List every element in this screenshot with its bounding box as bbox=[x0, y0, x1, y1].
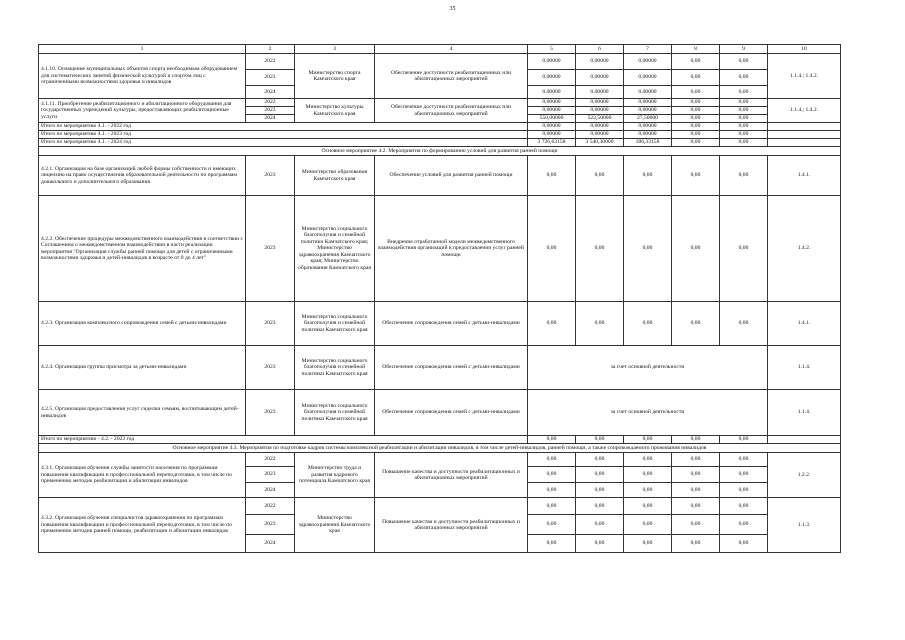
amount-cell: 0,00 bbox=[576, 483, 624, 498]
amount-cell: 0,00 bbox=[528, 196, 576, 302]
indicator-link: 1.1.4.; 1.4.2. bbox=[768, 54, 841, 99]
amount-cell: 0,00 bbox=[672, 54, 720, 70]
amount-cell: 0,00000 bbox=[528, 99, 576, 107]
amount-cell: 0,00000 bbox=[624, 70, 672, 86]
year-cell: 2022 bbox=[246, 99, 295, 107]
amount-cell: 0,00 bbox=[720, 123, 768, 131]
year-cell: 2022 bbox=[246, 54, 295, 70]
activity-title: 4.1.11. Приобретение реабилитационного и абилитационного оборудования для государственных учреждений культуры, предоставляющих реабилитационные услуги bbox=[39, 99, 246, 123]
year-cell: 2024 bbox=[246, 535, 295, 553]
expected-result: Обеспечение условий для развития ранней помощи bbox=[375, 156, 528, 196]
activity-title: 4.2.2. Обеспечение процедуры межведомственного взаимодействия в соответствии с Соглашением о межведомственном взаимодействии в части реализации мероприятия "Организация службы ранней помощи для детей с ограниченными возможностями здоровья и детей-инвалидов в возрасте от 0 до 4 лет" bbox=[39, 196, 246, 302]
column-number: 5 bbox=[528, 45, 576, 54]
section-title: Основное мероприятие 4.3. Мероприятия по подготовке кадров системы комплексной реабилитации и абилитации инвалидов, в том числе детей-инвалидов, ранней помощи, а также сопровождаемого проживания инвалидов bbox=[39, 444, 841, 453]
indicator-link: 1.4.1. bbox=[768, 302, 841, 346]
total-row bbox=[39, 131, 841, 139]
amount-cell: 0,00 bbox=[528, 453, 576, 467]
amount-cell: 0,00 bbox=[624, 156, 672, 196]
amount-cell: 0,00 bbox=[528, 535, 576, 553]
amount-cell: 0,00 bbox=[720, 107, 768, 115]
amount-cell: 0,00 bbox=[528, 156, 576, 196]
amount-cell: 0,00000 bbox=[528, 123, 576, 131]
amount-cell: 0,00 bbox=[672, 123, 720, 131]
total-label: Итого по мероприятию 4.1. - 2024 год bbox=[39, 139, 528, 147]
year-cell: 2024 bbox=[246, 483, 295, 498]
expected-result: Повышение качества и доступности реабилитационных и абилитационных мероприятий bbox=[375, 453, 528, 498]
activity-row bbox=[39, 453, 841, 467]
funding-note: за счет основной деятельности bbox=[528, 390, 768, 436]
amount-cell: 0,00 bbox=[672, 535, 720, 553]
header-row bbox=[39, 45, 841, 54]
activity-row bbox=[39, 390, 841, 436]
year-cell: 2024 bbox=[246, 86, 295, 99]
responsible-ministry: Министерство культуры Камчатского края bbox=[295, 99, 375, 123]
amount-cell: 0,00000 bbox=[624, 54, 672, 70]
amount-cell: 186,33158 bbox=[624, 139, 672, 147]
amount-cell: 0,00000 bbox=[576, 54, 624, 70]
amount-cell: 0,00 bbox=[720, 453, 768, 467]
responsible-ministry: Министерство образования Камчатского края bbox=[295, 156, 375, 196]
indicator-link: 1.2.2. bbox=[768, 453, 841, 498]
expected-result: Обеспечение сопровождения семей с детьми-инвалидами bbox=[375, 302, 528, 346]
activity-title: 4.3.2. Организация обучения специалистов здравоохранения по программам повышения квалификации и профессиональной переподготовки, в том числе по применению методик ранней помощи, реабилитации и абилитации инвалидов bbox=[39, 498, 246, 553]
amount-cell: 0,00 bbox=[672, 453, 720, 467]
amount-cell: 0,00 bbox=[720, 115, 768, 123]
section-row bbox=[39, 444, 841, 453]
amount-cell: 0,00 bbox=[528, 302, 576, 346]
amount-cell: 0,00 bbox=[576, 156, 624, 196]
year-cell: 2023 bbox=[246, 390, 295, 436]
activity-title: 4.2.4. Организация группы присмотра за детьми-инвалидами bbox=[39, 346, 246, 390]
amount-cell: 0,00 bbox=[720, 535, 768, 553]
expected-result: Обеспечение сопровождения семей с детьми-инвалидами bbox=[375, 390, 528, 436]
amount-cell: 0,00 bbox=[624, 436, 672, 444]
amount-cell: 0,00 bbox=[672, 99, 720, 107]
activity-row bbox=[39, 99, 841, 107]
amount-cell: 0,00 bbox=[624, 453, 672, 467]
expected-result: Обеспечение доступности реабилитационных или абилитационных мероприятий bbox=[375, 99, 528, 123]
indicator-link: 1.1.3. bbox=[768, 498, 841, 553]
amount-cell: 0,00 bbox=[672, 498, 720, 515]
amount-cell: 0,00 bbox=[576, 515, 624, 535]
amount-cell: 0,00 bbox=[528, 483, 576, 498]
amount-cell: 0,00 bbox=[576, 302, 624, 346]
responsible-ministry: Министерство социального благополучия и семейной политики Камчатского края; Министерство здравоохранения Камчатского края; Министерство образования Камчатского края bbox=[295, 196, 375, 302]
column-number: 1 bbox=[39, 45, 246, 54]
funding-note: за счет основной деятельности bbox=[528, 346, 768, 390]
amount-cell: 0,00000 bbox=[624, 99, 672, 107]
amount-cell: 0,00 bbox=[624, 515, 672, 535]
activity-title: 4.2.3. Организация комплексного сопровождения семей с детьми-инвалидами bbox=[39, 302, 246, 346]
amount-cell: 522,50000 bbox=[576, 115, 624, 123]
amount-cell: 0,00 bbox=[720, 54, 768, 70]
amount-cell: 0,00 bbox=[672, 86, 720, 99]
amount-cell: 0,00 bbox=[576, 467, 624, 483]
year-cell: 2022 bbox=[246, 453, 295, 467]
column-number: 7 bbox=[624, 45, 672, 54]
section-title: Основное мероприятие 4.2. Мероприятия по формированию условий для развития ранней помощи bbox=[39, 147, 841, 156]
amount-cell: 0,00 bbox=[720, 436, 768, 444]
amount-cell: 0,00 bbox=[576, 535, 624, 553]
amount-cell: 0,00 bbox=[624, 302, 672, 346]
amount-cell: 0,00 bbox=[672, 467, 720, 483]
amount-cell: 0,00000 bbox=[528, 54, 576, 70]
year-cell: 2023 bbox=[246, 107, 295, 115]
amount-cell: 0,00 bbox=[720, 498, 768, 515]
amount-cell: 0,00 bbox=[672, 107, 720, 115]
amount-cell: 0,00 bbox=[672, 436, 720, 444]
total-label: Итого по мероприятию 4.1. - 2022 год bbox=[39, 123, 528, 131]
amount-cell: 0,00 bbox=[528, 515, 576, 535]
amount-cell: 3 540,30000 bbox=[576, 139, 624, 147]
page-number: 35 bbox=[449, 6, 456, 12]
amount-cell: 0,00 bbox=[672, 156, 720, 196]
amount-cell: 0,00 bbox=[720, 467, 768, 483]
amount-cell: 0,00 bbox=[720, 302, 768, 346]
amount-cell: 0,00000 bbox=[528, 131, 576, 139]
amount-cell: 0,00 bbox=[624, 196, 672, 302]
indicator-link: 1.1.4. bbox=[768, 390, 841, 436]
amount-cell: 0,00 bbox=[576, 498, 624, 515]
amount-cell: 0,00 bbox=[720, 515, 768, 535]
amount-cell: 0,00 bbox=[576, 436, 624, 444]
amount-cell: 0,00 bbox=[720, 196, 768, 302]
amount-cell: 0,00 bbox=[672, 131, 720, 139]
amount-cell: 0,00000 bbox=[576, 131, 624, 139]
amount-cell: 0,00 bbox=[528, 498, 576, 515]
activity-row bbox=[39, 346, 841, 390]
amount-cell: 3 726,63158 bbox=[528, 139, 576, 147]
column-number: 6 bbox=[576, 45, 624, 54]
amount-cell: 0,00000 bbox=[576, 70, 624, 86]
amount-cell: 0,00 bbox=[672, 196, 720, 302]
year-cell: 2023 bbox=[246, 346, 295, 390]
amount-cell: 0,00 bbox=[624, 467, 672, 483]
responsible-ministry: Министерство спорта Камчатского края bbox=[295, 54, 375, 99]
expected-result: Обеспечение сопровождения семей с детьми-инвалидами bbox=[375, 346, 528, 390]
amount-cell: 0,00 bbox=[672, 70, 720, 86]
activity-title: 4.2.1. Организация на базе организаций любой формы собственности и имеющих лицензию на право осуществления образовательной деятельности по программам дошкольного и дополнительного образования bbox=[39, 156, 246, 196]
indicator-link: 1.4.2. bbox=[768, 196, 841, 302]
amount-cell: 0,00000 bbox=[576, 107, 624, 115]
year-cell: 2023 bbox=[246, 196, 295, 302]
amount-cell: 550,00000 bbox=[528, 115, 576, 123]
column-number: 10 bbox=[768, 45, 841, 54]
amount-cell: 0,00 bbox=[624, 535, 672, 553]
column-number: 4 bbox=[375, 45, 528, 54]
year-cell: 2023 bbox=[246, 70, 295, 86]
expected-result: Обеспечение доступности реабилитационных или абилитационных мероприятий bbox=[375, 54, 528, 99]
amount-cell: 0,00 bbox=[720, 86, 768, 99]
year-cell: 2023 bbox=[246, 467, 295, 483]
amount-cell: 0,00 bbox=[672, 115, 720, 123]
total-label: Итого по мероприятию - 4.2. - 2023 год bbox=[39, 436, 528, 444]
section-row bbox=[39, 147, 841, 156]
amount-cell: 27,50000 bbox=[624, 115, 672, 123]
empty-cell bbox=[768, 436, 841, 444]
year-cell: 2024 bbox=[246, 115, 295, 123]
amount-cell: 0,00 bbox=[528, 467, 576, 483]
empty-cell bbox=[768, 123, 841, 131]
indicator-link: 1.1.4. bbox=[768, 346, 841, 390]
amount-cell: 0,00000 bbox=[624, 123, 672, 131]
column-number: 8 bbox=[672, 45, 720, 54]
activity-title: 4.1.10. Оснащение муниципальных объектов спорта необходимым оборудованием для систематических занятий физической культурой и спортом лиц с ограниченными возможностями здоровья и инвалидов bbox=[39, 54, 246, 99]
year-cell: 2022 bbox=[246, 498, 295, 515]
amount-cell: 0,00 bbox=[528, 436, 576, 444]
responsible-ministry: Министерство социального благополучия и семейной политики Камчатского края bbox=[295, 346, 375, 390]
activity-title: 4.3.1. Организация обучения службы занятости населения по программам повышения квалификации и профессиональной переподготовки, в том числе по применению методик реабилитации и абилитации инвалидов bbox=[39, 453, 246, 498]
responsible-ministry: Министерство здравоохранения Камчатского края bbox=[295, 498, 375, 553]
responsible-ministry: Министерство социального благополучия и семейной политики Камчатского края bbox=[295, 302, 375, 346]
activity-row bbox=[39, 54, 841, 70]
amount-cell: 0,00 bbox=[672, 302, 720, 346]
amount-cell: 0,00000 bbox=[576, 123, 624, 131]
amount-cell: 0,00000 bbox=[624, 131, 672, 139]
activity-row bbox=[39, 196, 841, 302]
total-row bbox=[39, 436, 841, 444]
amount-cell: 0,00 bbox=[672, 139, 720, 147]
amount-cell: 0,00000 bbox=[528, 70, 576, 86]
responsible-ministry: Министерство труда и развития кадрового потенциала Камчатского края bbox=[295, 453, 375, 498]
amount-cell: 0,00 bbox=[576, 196, 624, 302]
responsible-ministry: Министерство социального благополучия и семейной политики Камчатского края bbox=[295, 390, 375, 436]
indicator-link: 1.4.1. bbox=[768, 156, 841, 196]
column-number: 3 bbox=[295, 45, 375, 54]
amount-cell: 0,00 bbox=[720, 156, 768, 196]
year-cell: 2023 bbox=[246, 156, 295, 196]
total-label: Итого по мероприятию 4.1. - 2023 год bbox=[39, 131, 528, 139]
amount-cell: 0,00 bbox=[720, 70, 768, 86]
empty-cell bbox=[768, 131, 841, 139]
amount-cell: 0,00 bbox=[624, 498, 672, 515]
amount-cell: 0,00000 bbox=[576, 86, 624, 99]
activity-title: 4.2.5. Организация предоставления услуг сиделки семьям, воспитывающим детей-инвалидов bbox=[39, 390, 246, 436]
activity-row bbox=[39, 498, 841, 515]
expected-result: Внедрение отработанной модели межведомственного взаимодействия организаций в предоставлении услуг ранней помощи bbox=[375, 196, 528, 302]
empty-cell bbox=[768, 139, 841, 147]
amount-cell: 0,00 bbox=[576, 453, 624, 467]
amount-cell: 0,00000 bbox=[576, 99, 624, 107]
indicator-link: 1.1.4.; 1.4.2. bbox=[768, 99, 841, 123]
amount-cell: 0,00000 bbox=[528, 86, 576, 99]
activity-row bbox=[39, 156, 841, 196]
year-cell: 2023 bbox=[246, 515, 295, 535]
column-number: 9 bbox=[720, 45, 768, 54]
amount-cell: 0,00 bbox=[672, 515, 720, 535]
amount-cell: 0,00000 bbox=[624, 107, 672, 115]
total-row bbox=[39, 139, 841, 147]
amount-cell: 0,00 bbox=[720, 483, 768, 498]
expected-result: Повышение качества и доступности реабилитационных и абилитационных мероприятий bbox=[375, 498, 528, 553]
amount-cell: 0,00 bbox=[720, 131, 768, 139]
amount-cell: 0,00000 bbox=[624, 86, 672, 99]
total-row bbox=[39, 123, 841, 131]
program-table bbox=[38, 44, 841, 553]
amount-cell: 0,00 bbox=[720, 139, 768, 147]
amount-cell: 0,00 bbox=[672, 483, 720, 498]
year-cell: 2023 bbox=[246, 302, 295, 346]
amount-cell: 0,00 bbox=[624, 483, 672, 498]
activity-row bbox=[39, 302, 841, 346]
amount-cell: 0,00 bbox=[720, 99, 768, 107]
column-number: 2 bbox=[246, 45, 295, 54]
amount-cell: 0,00000 bbox=[528, 107, 576, 115]
